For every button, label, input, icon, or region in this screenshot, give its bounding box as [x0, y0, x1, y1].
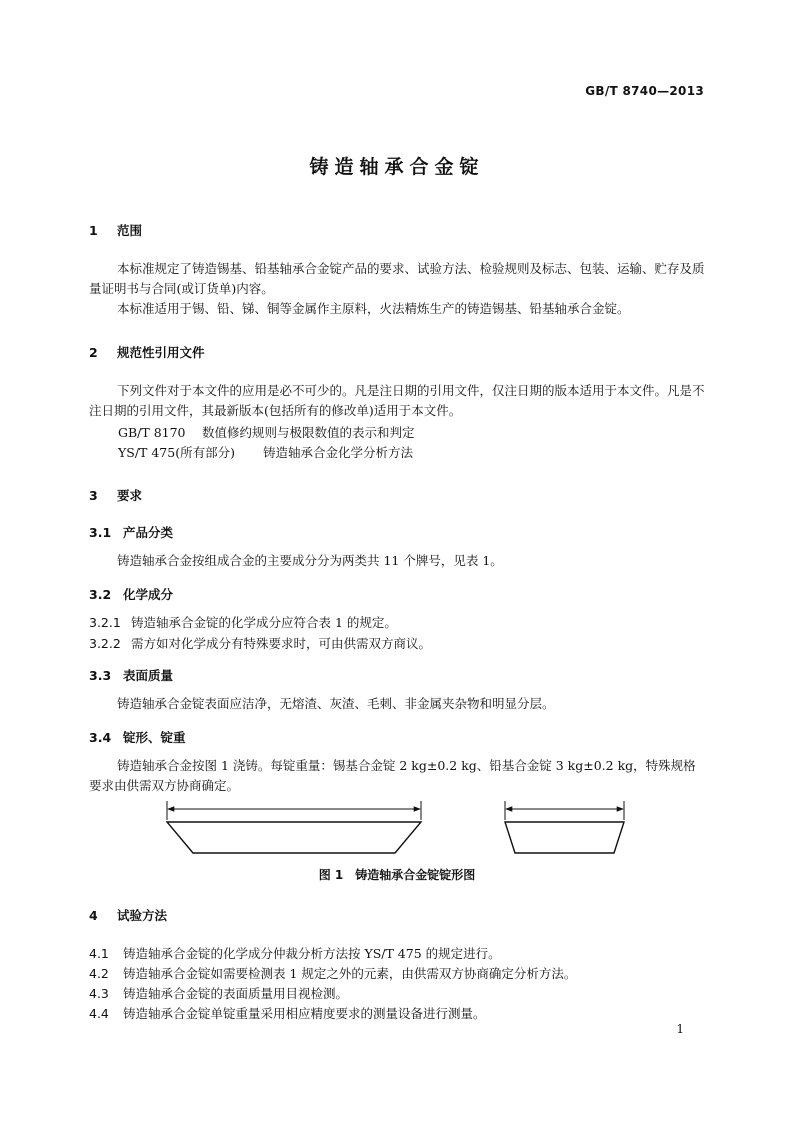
subsection-title: 化学成分	[123, 587, 174, 602]
section-2-heading	[89, 343, 205, 361]
clause-number: 4.1	[89, 946, 109, 961]
subsection-number: 3.3	[89, 668, 112, 683]
clause-4-1	[89, 944, 501, 962]
reference-code: YS/T 475(所有部分)	[118, 445, 235, 460]
section-3-heading	[89, 486, 142, 504]
section-title: 试验方法	[117, 908, 168, 923]
small-ingot-drawing	[505, 801, 624, 853]
subsection-number: 3.1	[89, 525, 112, 540]
reference-item	[118, 423, 415, 441]
subsection-title: 产品分类	[123, 525, 174, 540]
clause-number: 4.3	[89, 986, 109, 1001]
section-1-heading	[89, 221, 142, 239]
subsection-number: 3.2	[89, 587, 112, 602]
section-1-paragraph-1: 本标准规定了铸造锡基、铅基轴承合金锭产品的要求、试验方法、检验规则及标志、包装、运输、贮存及质量证明书与合同(或订货单)内容。	[89, 261, 705, 296]
clause-text: 铸造轴承合金锭如需要检测表 1 规定之外的元素，由供需双方协商确定分析方法。	[123, 966, 577, 981]
reference-title: 铸造轴承合金化学分析方法	[263, 445, 414, 460]
section-3-1-paragraph: 铸造轴承合金按组成合金的主要成分分为两类共 11 个牌号，见表 1。	[117, 553, 503, 568]
reference-code: GB/T 8170	[118, 425, 186, 440]
subsection-title: 锭形、锭重	[123, 730, 186, 745]
section-3-3-paragraph: 铸造轴承合金锭表面应洁净，无熔渣、灰渣、毛刺、非金属夹杂物和明显分层。	[117, 696, 555, 711]
section-number: 3	[89, 488, 98, 503]
section-title: 范围	[117, 223, 143, 238]
reference-item	[118, 443, 413, 461]
subsection-number: 3.4	[89, 730, 112, 745]
section-title: 规范性引用文件	[117, 345, 205, 360]
section-3-3-heading	[89, 666, 173, 684]
large-ingot-drawing	[167, 801, 421, 853]
clause-number: 4.2	[89, 966, 109, 981]
clause-text: 铸造轴承合金锭的表面质量用目视检测。	[123, 986, 349, 1001]
standard-number: GB/T 8740—2013	[585, 84, 704, 98]
section-2-paragraph-1: 下列文件对于本文件的应用是必不可少的。凡是注日期的引用文件，仅注日期的版本适用于本文件。凡是不注日期的引用文件，其最新版本(包括所有的修改单)适用于本文件。	[89, 383, 705, 418]
section-number: 1	[89, 223, 98, 238]
clause-number: 3.2.1	[89, 615, 121, 630]
clause-4-3	[89, 984, 348, 1002]
section-title: 要求	[117, 488, 143, 503]
document-title: 铸造轴承合金锭	[309, 156, 485, 178]
clause-text: 铸造轴承合金锭的化学成分仲裁分析方法按 YS/T 475 的规定进行。	[123, 946, 501, 961]
section-4-heading	[89, 906, 167, 924]
clause-text: 需方如对化学成分有特殊要求时，可由供需双方商议。	[131, 636, 432, 651]
section-3-4-heading	[89, 728, 186, 746]
clause-number: 4.4	[89, 1006, 109, 1021]
clause-3-2-2	[89, 634, 431, 652]
section-3-2-heading	[89, 585, 173, 603]
page-number: 1	[676, 1022, 684, 1036]
section-3-4-paragraph: 铸造轴承合金按图 1 浇铸。每锭重量：锡基合金锭 2 kg±0.2 kg、铅基合金锭 3 kg±0.2 kg，特殊规格要求由供需双方协商确定。	[89, 758, 696, 793]
clause-text: 铸造轴承合金锭的化学成分应符合表 1 的规定。	[131, 615, 397, 630]
section-number: 4	[89, 908, 98, 923]
clause-4-2	[89, 964, 576, 982]
clause-number: 3.2.2	[89, 636, 121, 651]
clause-text: 铸造轴承合金锭单锭重量采用相应精度要求的测量设备进行测量。	[123, 1006, 486, 1021]
section-number: 2	[89, 345, 98, 360]
ingot-shape-figure	[0, 798, 794, 860]
clause-3-2-1	[89, 613, 397, 631]
clause-4-4	[89, 1004, 486, 1022]
subsection-title: 表面质量	[123, 668, 174, 683]
figure-caption: 图 1 铸造轴承合金锭锭形图	[318, 868, 476, 882]
section-3-1-heading	[89, 523, 173, 541]
reference-title: 数值修约规则与极限数值的表示和判定	[202, 425, 415, 440]
section-1-paragraph-2: 本标准适用于锡、铅、锑、铜等金属作主原料，火法精炼生产的铸造锡基、铅基轴承合金锭。	[117, 301, 630, 316]
